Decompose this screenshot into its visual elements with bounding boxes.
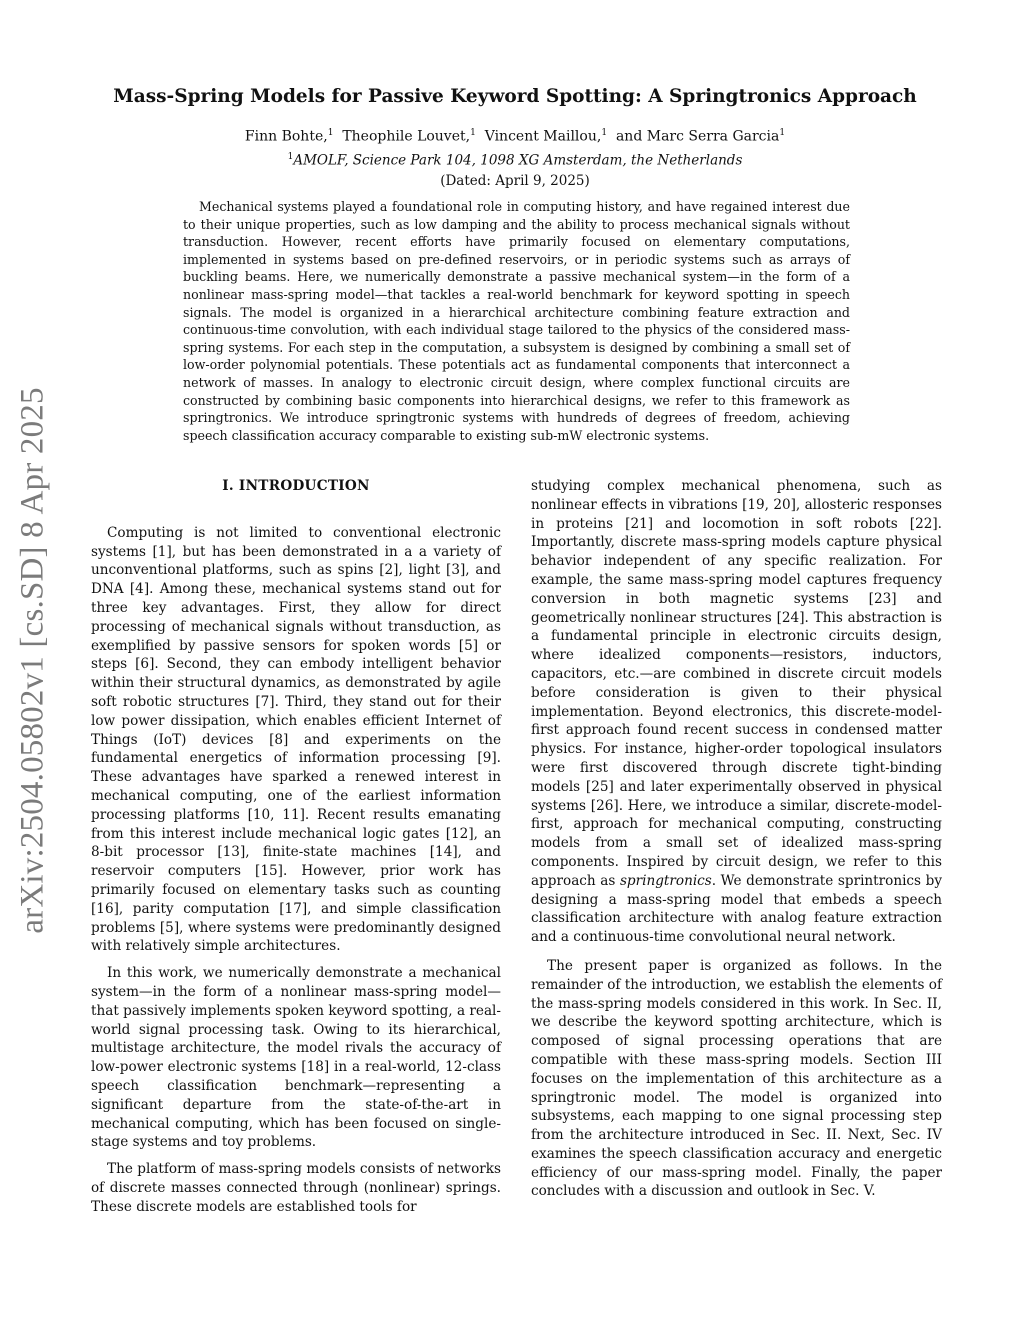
- author-affil-mark: 1: [601, 128, 608, 138]
- body-paragraph: Computing is not limited to conventional electronic systems [1], but has been demonstrated in a a variety of unconventional platforms, such as spins [2], light [3], and DNA [4]. Among these, mechanical systems stand out for three key advantages. First, they allow for direct processing of mechanical signals without transduction, as exemplified by passive sensors for spoken words [5] or steps [6]. Second, they can embody intelligent behavior within their structural dynamics, as demonstrated by agile soft robotic structures [7]. Third, they stand out for their low power dissipation, which enables efficient Internet of Things (IoT) devices [8] and experiments on the fundamental energetics of information processing [9]. These advantages have sparked a renewed interest in mechanical computing, one of the earliest information processing platforms [10, 11]. Recent results emanating from this interest include mechanical logic gates [12], an 8-bit processor [13], finite-state machines [14], and reservoir computers [15]. However, prior work has primarily focused on elementary tasks such as counting [16], parity computation [17], and simple classification problems [5], where systems were predominantly designed with relatively simple architectures.: [91, 524, 501, 955]
- emphasized-term: springtronics: [619, 872, 712, 889]
- affiliation-mark: 1: [287, 152, 294, 162]
- author-affil-mark: 1: [327, 128, 334, 138]
- section-heading-introduction: I. INTRODUCTION: [222, 478, 370, 494]
- author-name: Finn Bohte,: [244, 128, 328, 145]
- author-affil-mark: 1: [779, 128, 786, 138]
- right-column: [531, 477, 942, 1209]
- body-text: . We demonstrate sprintronics by designing a mass-spring model that embeds a speech classification architecture with analog feature extraction and a continuous-time convolutional neural network.: [531, 872, 942, 946]
- author-name: Theophile Louvet,: [342, 128, 471, 145]
- author-name: and Marc Serra Garcia: [615, 128, 780, 145]
- affiliation-text: AMOLF, Science Park 104, 1098 XG Amsterdam, the Netherlands: [293, 152, 743, 169]
- arxiv-identifier-stamp: [2, 360, 64, 960]
- arxiv-id-text: arXiv:2504.05802v1 [cs.SD] 8 Apr 2025: [14, 386, 51, 934]
- body-text: studying complex mechanical phenomena, such as nonlinear effects in vibrations [19, 20], allosteric responses in proteins [21] and locomotion in soft robots [22]. Importantly, discrete mass-spring models capture physical behavior independent of any specific realization. For example, the same mass-spring model captures frequency conversion in both magnetic systems [23] and geometrically nonlinear structures [24]. This abstraction is a fundamental principle in electronic circuits design, where idealized components—resistors, inductors, capacitors, etc.—are combined in discrete circuit models before consideration is given to their physical implementation. Beyond electronics, this discrete-model-first approach found recent success in condensed matter physics. For instance, higher-order topological insulators were first discovered through discrete tight-binding models [25] and later experimentally observed in physical systems [26]. Here, we introduce a similar, discrete-model-first, approach for mechanical computing, constructing models from a small set of idealized mass-spring components. Inspired by circuit design, we refer to this approach as: [531, 478, 942, 889]
- author-affil-mark: 1: [470, 128, 476, 138]
- left-column: [91, 477, 501, 1224]
- paper-title: Mass-Spring Models for Passive Keyword Spotting: A Springtronics Approach: [113, 86, 917, 107]
- affiliation: [100, 152, 930, 169]
- author-list: [100, 128, 930, 145]
- body-paragraph: [531, 477, 942, 947]
- body-paragraph: The platform of mass-spring models consists of networks of discrete masses connected through (nonlinear) springs. These discrete models are established tools for: [91, 1161, 501, 1215]
- author-name: Vincent Maillou,: [484, 128, 602, 145]
- abstract: Mechanical systems played a foundational role in computing history, and have regained interest due to their unique properties, such as low damping and the ability to process mechanical signals without transduction. However, recent efforts have primarily focused on elementary computations, implemented in systems based on pre-defined reservoirs, or in periodic systems such as arrays of buckling beams. Here, we numerically demonstrate a passive mechanical system—in the form of a nonlinear mass-spring model—that tackles a real-world benchmark for keyword spotting in speech signals. The model is organized in a hierarchical architecture combining feature extraction and continuous-time convolution, with each individual stage tailored to the physics of the considered mass-spring systems. For each step in the computation, a subsystem is designed by combining a small set of low-order polynomial potentials. These potentials act as fundamental components that interconnect a network of masses. In analogy to electronic circuit design, where complex functional circuits are constructed by combining basic components into hierarchical designs, we refer to this framework as springtronics. We introduce springtronic systems with hundreds of degrees of freedom, achieving speech classification accuracy comparable to existing sub-mW electronic systems.: [183, 199, 850, 443]
- body-paragraph: In this work, we numerically demonstrate a mechanical system—in the form of a nonlinear mass-spring model—that passively implements spoken keyword spotting, a real-world signal processing task. Owing to its hierarchical, multistage architecture, the model rivals the accuracy of low-power electronic systems [18] in a real-world, 12-class speech classification benchmark—representing a significant departure from the state-of-the-art in mechanical computing, which has been focused on single-stage systems and toy problems.: [91, 965, 501, 1151]
- dated-line: (Dated: April 9, 2025): [440, 173, 590, 189]
- body-paragraph: The present paper is organized as follows. In the remainder of the introduction, we establish the elements of the mass-spring models considered in this work. In Sec. II, we describe the keyword spotting architecture, which is composed of signal processing operations that are compatible with these mass-spring models. Section III focuses on the implementation of this architecture as a springtronic model. The model is organized into subsystems, each mapping to one signal processing step from the architecture introduced in Sec. II. Next, Sec. IV examines the speech classification accuracy and energetic efficiency of our mass-spring model. Finally, the paper concludes with a discussion and outlook in Sec. V.: [531, 957, 942, 1200]
